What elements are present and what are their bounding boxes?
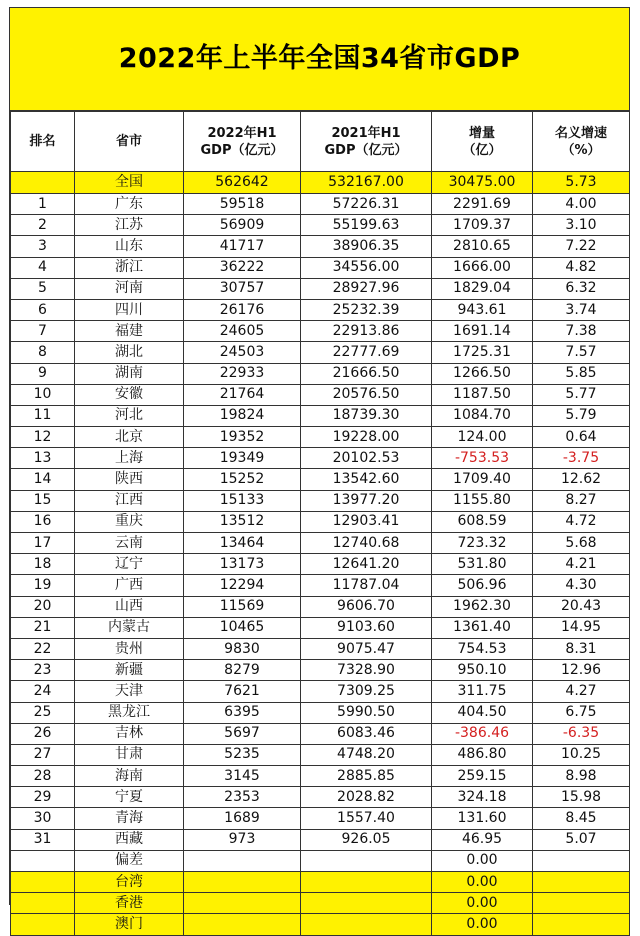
cell-rank: 27 — [11, 744, 75, 765]
cell-gdp-2022: 12294 — [184, 575, 301, 596]
gdp-table — [10, 111, 630, 936]
cell-gdp-2022: 9830 — [184, 638, 301, 659]
cell-rank: 5 — [11, 278, 75, 299]
table-row — [11, 829, 630, 850]
cell-gdp-2022: 24605 — [184, 321, 301, 342]
cell-province: 安徽 — [75, 384, 184, 405]
cell-growth-rate: 8.45 — [533, 808, 630, 829]
cell-rank: 10 — [11, 384, 75, 405]
cell-growth-rate: -3.75 — [533, 448, 630, 469]
table-row — [11, 660, 630, 681]
cell-rank: 2 — [11, 215, 75, 236]
cell-increase: 2291.69 — [432, 194, 533, 215]
cell-province: 西藏 — [75, 829, 184, 850]
cell-gdp-2022: 56909 — [184, 215, 301, 236]
cell-growth-rate: 8.27 — [533, 490, 630, 511]
cell-increase: 1361.40 — [432, 617, 533, 638]
cell-rank: 15 — [11, 490, 75, 511]
table-row — [11, 638, 630, 659]
cell-gdp-2021: 55199.63 — [301, 215, 432, 236]
table-row — [11, 194, 630, 215]
cell-province: 河北 — [75, 405, 184, 426]
table-row — [11, 511, 630, 532]
cell-province: 北京 — [75, 427, 184, 448]
cell-province: 天津 — [75, 681, 184, 702]
page-title: 2022年上半年全国34省市GDP — [118, 42, 521, 74]
cell-rank: 4 — [11, 257, 75, 278]
table-row — [11, 533, 630, 554]
cell-province: 甘肃 — [75, 744, 184, 765]
cell-gdp-2022: 5697 — [184, 723, 301, 744]
table-row — [11, 405, 630, 426]
cell-increase: 0.00 — [432, 872, 533, 893]
cell-growth-rate: 4.27 — [533, 681, 630, 702]
title-banner — [10, 8, 629, 111]
table-row — [11, 469, 630, 490]
cell-gdp-2021: 9103.60 — [301, 617, 432, 638]
table-row — [11, 808, 630, 829]
table-row — [11, 299, 630, 320]
cell-growth-rate: 5.68 — [533, 533, 630, 554]
cell-gdp-2021: 5990.50 — [301, 702, 432, 723]
cell-gdp-2022: 8279 — [184, 660, 301, 681]
cell-province: 贵州 — [75, 638, 184, 659]
header-increase: 增量 （亿） — [432, 112, 533, 172]
cell-growth-rate — [533, 850, 630, 871]
cell-gdp-2021: 25232.39 — [301, 299, 432, 320]
cell-growth-rate: 6.32 — [533, 278, 630, 299]
cell-province: 上海 — [75, 448, 184, 469]
cell-increase: 0.00 — [432, 893, 533, 914]
cell-gdp-2022: 19349 — [184, 448, 301, 469]
cell-growth-rate: 6.75 — [533, 702, 630, 723]
cell-gdp-2022: 19824 — [184, 405, 301, 426]
cell-increase: 1709.37 — [432, 215, 533, 236]
cell-rank: 11 — [11, 405, 75, 426]
cell-gdp-2021: 2028.82 — [301, 787, 432, 808]
cell-gdp-2022: 1689 — [184, 808, 301, 829]
cell-gdp-2021: 20102.53 — [301, 448, 432, 469]
cell-gdp-2022: 30757 — [184, 278, 301, 299]
cell-gdp-2022: 973 — [184, 829, 301, 850]
cell-gdp-2022: 36222 — [184, 257, 301, 278]
cell-gdp-2022 — [184, 914, 301, 935]
header-gdp-2022: 2022年H1 GDP（亿元） — [184, 112, 301, 172]
cell-rank: 1 — [11, 194, 75, 215]
cell-gdp-2021: 57226.31 — [301, 194, 432, 215]
table-row — [11, 766, 630, 787]
cell-rank: 20 — [11, 596, 75, 617]
cell-increase: 404.50 — [432, 702, 533, 723]
cell-increase: 311.75 — [432, 681, 533, 702]
header-row — [11, 112, 630, 172]
cell-gdp-2022: 3145 — [184, 766, 301, 787]
cell-increase: 1725.31 — [432, 342, 533, 363]
cell-province: 云南 — [75, 533, 184, 554]
cell-province: 广西 — [75, 575, 184, 596]
cell-gdp-2021: 1557.40 — [301, 808, 432, 829]
cell-province: 辽宁 — [75, 554, 184, 575]
cell-gdp-2021: 34556.00 — [301, 257, 432, 278]
table-row — [11, 278, 630, 299]
table-row — [11, 342, 630, 363]
cell-increase: 259.15 — [432, 766, 533, 787]
table-row — [11, 681, 630, 702]
cell-growth-rate: 12.62 — [533, 469, 630, 490]
cell-rank: 30 — [11, 808, 75, 829]
cell-rank: 16 — [11, 511, 75, 532]
cell-rank: 18 — [11, 554, 75, 575]
cell-increase: 124.00 — [432, 427, 533, 448]
cell-rank: 31 — [11, 829, 75, 850]
cell-gdp-2022: 2353 — [184, 787, 301, 808]
table-row — [11, 702, 630, 723]
cell-rank: 8 — [11, 342, 75, 363]
cell-growth-rate: 8.98 — [533, 766, 630, 787]
cell-rank: 24 — [11, 681, 75, 702]
table-row — [11, 914, 630, 935]
table-row — [11, 215, 630, 236]
cell-growth-rate: 20.43 — [533, 596, 630, 617]
cell-increase: 723.32 — [432, 533, 533, 554]
cell-province: 台湾 — [75, 872, 184, 893]
cell-increase: 1187.50 — [432, 384, 533, 405]
cell-gdp-2022: 59518 — [184, 194, 301, 215]
cell-province: 河南 — [75, 278, 184, 299]
cell-growth-rate: 4.72 — [533, 511, 630, 532]
table-row — [11, 384, 630, 405]
cell-increase: 1709.40 — [432, 469, 533, 490]
cell-growth-rate: 3.74 — [533, 299, 630, 320]
table-row — [11, 575, 630, 596]
cell-gdp-2021 — [301, 914, 432, 935]
cell-gdp-2021: 28927.96 — [301, 278, 432, 299]
cell-province: 山东 — [75, 236, 184, 257]
cell-province: 全国 — [75, 172, 184, 194]
cell-increase: 1691.14 — [432, 321, 533, 342]
cell-gdp-2021: 9075.47 — [301, 638, 432, 659]
cell-gdp-2021: 22777.69 — [301, 342, 432, 363]
cell-growth-rate: 4.82 — [533, 257, 630, 278]
cell-rank: 7 — [11, 321, 75, 342]
cell-province: 吉林 — [75, 723, 184, 744]
cell-increase: -753.53 — [432, 448, 533, 469]
cell-rank — [11, 172, 75, 194]
cell-rank: 21 — [11, 617, 75, 638]
header-province: 省市 — [75, 112, 184, 172]
cell-gdp-2022: 10465 — [184, 617, 301, 638]
table-row — [11, 596, 630, 617]
cell-province: 重庆 — [75, 511, 184, 532]
cell-gdp-2022: 5235 — [184, 744, 301, 765]
cell-province: 四川 — [75, 299, 184, 320]
table-row — [11, 236, 630, 257]
cell-increase: -386.46 — [432, 723, 533, 744]
cell-rank: 12 — [11, 427, 75, 448]
cell-growth-rate: 3.10 — [533, 215, 630, 236]
cell-growth-rate: 5.73 — [533, 172, 630, 194]
header-gdp-2021: 2021年H1 GDP（亿元） — [301, 112, 432, 172]
cell-gdp-2021 — [301, 850, 432, 871]
table-row — [11, 257, 630, 278]
cell-growth-rate: 15.98 — [533, 787, 630, 808]
cell-rank: 17 — [11, 533, 75, 554]
cell-gdp-2021: 13542.60 — [301, 469, 432, 490]
cell-province: 澳门 — [75, 914, 184, 935]
cell-growth-rate — [533, 914, 630, 935]
cell-growth-rate: 4.00 — [533, 194, 630, 215]
cell-province: 海南 — [75, 766, 184, 787]
cell-gdp-2022: 6395 — [184, 702, 301, 723]
cell-rank: 3 — [11, 236, 75, 257]
cell-rank: 13 — [11, 448, 75, 469]
table-row — [11, 617, 630, 638]
cell-gdp-2021: 12740.68 — [301, 533, 432, 554]
cell-rank: 25 — [11, 702, 75, 723]
cell-growth-rate: 7.57 — [533, 342, 630, 363]
table-row — [11, 787, 630, 808]
cell-increase: 506.96 — [432, 575, 533, 596]
cell-province: 陕西 — [75, 469, 184, 490]
cell-province: 香港 — [75, 893, 184, 914]
cell-rank: 26 — [11, 723, 75, 744]
cell-gdp-2021: 7309.25 — [301, 681, 432, 702]
cell-gdp-2022: 13512 — [184, 511, 301, 532]
table-row — [11, 554, 630, 575]
cell-growth-rate: 5.85 — [533, 363, 630, 384]
cell-gdp-2021: 18739.30 — [301, 405, 432, 426]
cell-gdp-2022: 13464 — [184, 533, 301, 554]
cell-province: 浙江 — [75, 257, 184, 278]
table-row — [11, 490, 630, 511]
cell-gdp-2021: 21666.50 — [301, 363, 432, 384]
table-row — [11, 723, 630, 744]
cell-rank: 6 — [11, 299, 75, 320]
cell-gdp-2022: 41717 — [184, 236, 301, 257]
cell-province: 内蒙古 — [75, 617, 184, 638]
cell-growth-rate: 7.22 — [533, 236, 630, 257]
cell-gdp-2022: 562642 — [184, 172, 301, 194]
cell-increase: 1266.50 — [432, 363, 533, 384]
cell-rank: 29 — [11, 787, 75, 808]
cell-increase: 950.10 — [432, 660, 533, 681]
cell-province: 广东 — [75, 194, 184, 215]
cell-increase: 0.00 — [432, 914, 533, 935]
cell-increase: 1666.00 — [432, 257, 533, 278]
cell-province: 江苏 — [75, 215, 184, 236]
cell-province: 宁夏 — [75, 787, 184, 808]
cell-gdp-2022: 15133 — [184, 490, 301, 511]
cell-gdp-2022: 7621 — [184, 681, 301, 702]
header-rank: 排名 — [11, 112, 75, 172]
cell-gdp-2021: 9606.70 — [301, 596, 432, 617]
cell-growth-rate: 5.79 — [533, 405, 630, 426]
cell-gdp-2022: 13173 — [184, 554, 301, 575]
cell-gdp-2021: 2885.85 — [301, 766, 432, 787]
cell-growth-rate: 5.77 — [533, 384, 630, 405]
gdp-sheet — [9, 7, 630, 932]
cell-increase: 2810.65 — [432, 236, 533, 257]
cell-province: 湖北 — [75, 342, 184, 363]
cell-rank: 19 — [11, 575, 75, 596]
cell-increase: 1155.80 — [432, 490, 533, 511]
cell-gdp-2021: 19228.00 — [301, 427, 432, 448]
cell-gdp-2022: 26176 — [184, 299, 301, 320]
cell-province: 山西 — [75, 596, 184, 617]
cell-increase: 608.59 — [432, 511, 533, 532]
cell-rank — [11, 850, 75, 871]
cell-increase: 943.61 — [432, 299, 533, 320]
cell-province: 黑龙江 — [75, 702, 184, 723]
national-total-row — [11, 172, 630, 194]
cell-growth-rate: -6.35 — [533, 723, 630, 744]
cell-gdp-2021: 38906.35 — [301, 236, 432, 257]
cell-increase: 1084.70 — [432, 405, 533, 426]
cell-gdp-2022 — [184, 872, 301, 893]
cell-gdp-2022: 22933 — [184, 363, 301, 384]
cell-gdp-2022: 19352 — [184, 427, 301, 448]
cell-growth-rate: 8.31 — [533, 638, 630, 659]
cell-gdp-2021: 532167.00 — [301, 172, 432, 194]
table-row — [11, 872, 630, 893]
cell-growth-rate — [533, 872, 630, 893]
cell-gdp-2021 — [301, 872, 432, 893]
cell-increase: 486.80 — [432, 744, 533, 765]
cell-growth-rate: 0.64 — [533, 427, 630, 448]
cell-rank: 22 — [11, 638, 75, 659]
cell-province: 偏差 — [75, 850, 184, 871]
cell-increase: 0.00 — [432, 850, 533, 871]
cell-increase: 1829.04 — [432, 278, 533, 299]
cell-gdp-2021: 13977.20 — [301, 490, 432, 511]
cell-increase: 46.95 — [432, 829, 533, 850]
cell-gdp-2021: 6083.46 — [301, 723, 432, 744]
cell-rank — [11, 914, 75, 935]
cell-province: 新疆 — [75, 660, 184, 681]
cell-rank: 14 — [11, 469, 75, 490]
cell-gdp-2022 — [184, 850, 301, 871]
cell-province: 福建 — [75, 321, 184, 342]
table-row — [11, 427, 630, 448]
table-row — [11, 744, 630, 765]
cell-gdp-2022: 21764 — [184, 384, 301, 405]
cell-growth-rate: 12.96 — [533, 660, 630, 681]
cell-increase: 131.60 — [432, 808, 533, 829]
cell-increase: 531.80 — [432, 554, 533, 575]
cell-gdp-2021: 4748.20 — [301, 744, 432, 765]
cell-growth-rate: 5.07 — [533, 829, 630, 850]
cell-gdp-2021: 22913.86 — [301, 321, 432, 342]
cell-rank: 28 — [11, 766, 75, 787]
cell-province: 湖南 — [75, 363, 184, 384]
table-row — [11, 321, 630, 342]
cell-growth-rate: 7.38 — [533, 321, 630, 342]
cell-increase: 1962.30 — [432, 596, 533, 617]
cell-gdp-2021: 11787.04 — [301, 575, 432, 596]
cell-gdp-2021: 12641.20 — [301, 554, 432, 575]
cell-rank: 9 — [11, 363, 75, 384]
header-growth-rate: 名义增速 （%） — [533, 112, 630, 172]
cell-rank — [11, 872, 75, 893]
cell-increase: 324.18 — [432, 787, 533, 808]
cell-gdp-2021: 926.05 — [301, 829, 432, 850]
cell-province: 青海 — [75, 808, 184, 829]
cell-increase: 754.53 — [432, 638, 533, 659]
table-row — [11, 850, 630, 871]
table-row — [11, 363, 630, 384]
cell-province: 江西 — [75, 490, 184, 511]
cell-gdp-2021: 20576.50 — [301, 384, 432, 405]
cell-gdp-2021: 12903.41 — [301, 511, 432, 532]
cell-gdp-2021: 7328.90 — [301, 660, 432, 681]
cell-growth-rate: 4.21 — [533, 554, 630, 575]
cell-increase: 30475.00 — [432, 172, 533, 194]
cell-gdp-2022: 24503 — [184, 342, 301, 363]
cell-gdp-2022: 15252 — [184, 469, 301, 490]
cell-growth-rate: 14.95 — [533, 617, 630, 638]
cell-growth-rate: 10.25 — [533, 744, 630, 765]
cell-growth-rate: 4.30 — [533, 575, 630, 596]
cell-rank: 23 — [11, 660, 75, 681]
table-row — [11, 448, 630, 469]
cell-gdp-2022: 11569 — [184, 596, 301, 617]
